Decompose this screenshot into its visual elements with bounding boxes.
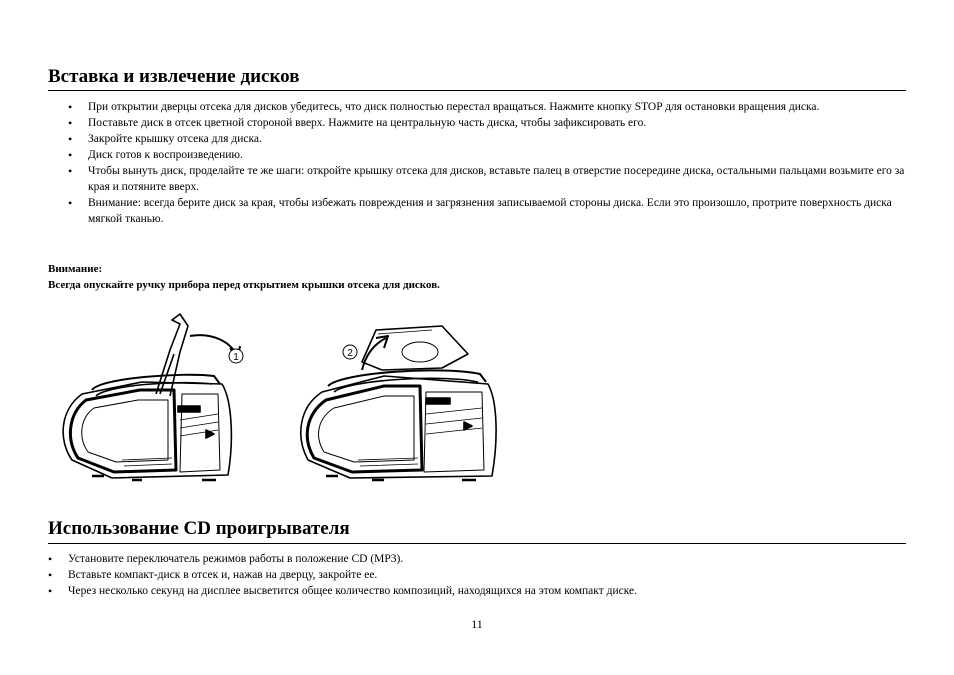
step-1-label: 1 [233,352,239,363]
warning-text: Всегда опускайте ручку прибора перед открытием крышки отсека для дисков. [48,279,440,291]
page-number: 11 [471,617,483,631]
list-item: • Через несколько секунд на дисплее высветится общее количество композиций, находящихся на этом компакт диске. [48,583,908,599]
list-item: • Вставьте компакт-диск в отсек и, нажав на дверцу, закройте ее. [48,567,908,583]
boombox-lid-opening-illustration [52,310,272,488]
list-item: • Установите переключатель режимов работы в положение CD (MP3). [48,551,908,567]
boombox-disc-insert-illustration [292,310,522,488]
cd-player-instructions [48,551,908,599]
section-divider [48,543,906,544]
section-title-cd-player: Использование CD проигрывателя [48,518,350,539]
list-item: • Закройте крышку отсека для диска. [68,131,908,147]
warning-note [48,261,440,293]
warning-heading: Внимание: [48,263,103,275]
list-item: • Поставьте диск в отсек цветной стороной вверх. Нажмите на центральную часть диска, чтобы зафиксировать его. [68,115,908,131]
step-2-label: 2 [347,348,353,359]
insert-remove-instructions [68,99,908,227]
list-item: • Диск готов к воспроизведению. [68,147,908,163]
section-divider [48,90,906,91]
list-item: • При открытии дверцы отсека для дисков убедитесь, что диск полностью перестал вращаться. Нажмите кнопку STOP для остановки вращения диска. [68,99,908,115]
list-item: • Внимание: всегда берите диск за края, чтобы избежать повреждения и загрязнения записываемой стороны диска. Если это произошло, протрите поверхность диска мягкой тканью. [68,195,908,227]
list-item: • Чтобы вынуть диск, проделайте те же шаги: откройте крышку отсека для дисков, вставьте палец в отверстие посередине диска, остальными пальцами возьмите его за края и потяните вверх. [68,163,908,195]
section-title-insert-remove: Вставка и извлечение дисков [48,66,300,87]
